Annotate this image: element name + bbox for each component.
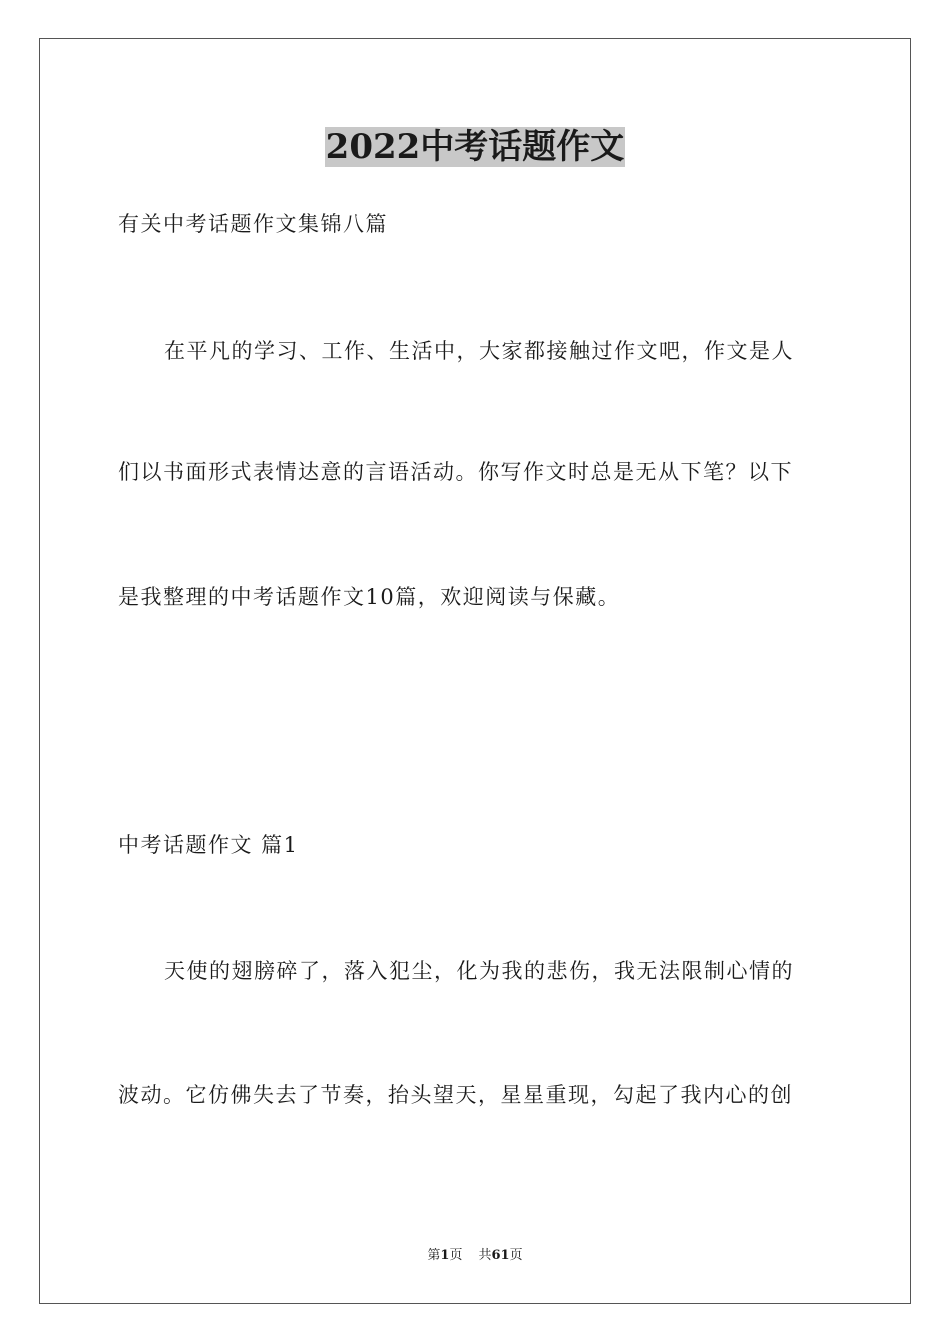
- section-line-1: 天使的翅膀碎了，落入犯尘，化为我的悲伤，我无法限制心情的: [164, 959, 794, 983]
- subtitle: 有关中考话题作文集锦八篇: [118, 212, 388, 236]
- section-heading: 中考话题作文 篇1: [118, 833, 299, 857]
- footer-total-suffix: 页: [509, 1248, 523, 1263]
- section-line-2: 波动。它仿佛失去了节奏，抬头望天，星星重现，勾起了我内心的创: [118, 1083, 793, 1107]
- intro-line-2: 们以书面形式表情达意的言语活动。你写作文时总是无从下笔？以下: [118, 460, 793, 484]
- intro-line-3: 是我整理的中考话题作文10篇，欢迎阅读与保藏。: [118, 585, 621, 609]
- footer-total-pages: 61: [491, 1248, 510, 1263]
- footer-page-suffix: 页: [449, 1248, 463, 1263]
- page-footer: [0, 1247, 950, 1265]
- intro-line-1: 在平凡的学习、工作、生活中，大家都接触过作文吧，作文是人: [164, 339, 794, 363]
- title-text: 2022中考话题作文: [325, 127, 625, 167]
- footer-page-prefix: 第: [427, 1248, 441, 1263]
- document-title: [0, 124, 950, 170]
- footer-total-prefix: 共: [478, 1248, 492, 1263]
- footer-page-number: 1: [440, 1248, 450, 1263]
